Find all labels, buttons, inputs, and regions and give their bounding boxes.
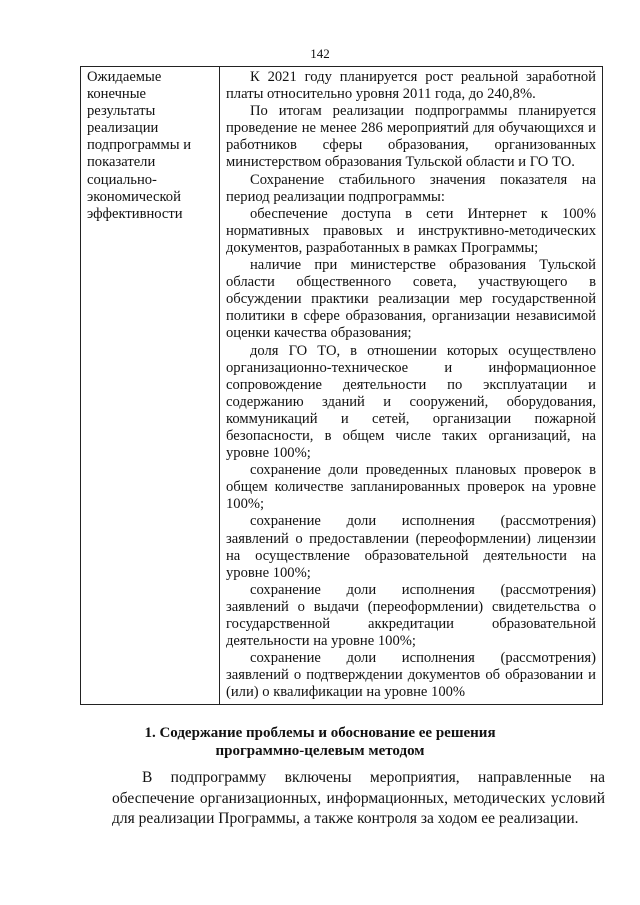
label-line: Ожидаемые	[87, 69, 162, 85]
paragraph-inspections: сохранение доли проведенных плановых проверок в общем количестве запланированных проверок на уровне 100%;	[226, 462, 596, 513]
paragraph-licenses: сохранение доли исполнения (рассмотрения) заявлений о предоставлении (переоформлении) лицензии на осуществление образовательной деятельности на уровне 100%;	[226, 513, 596, 581]
label-line: социально-	[87, 171, 157, 188]
paragraph-stable-indicator: Сохранение стабильного значения показателя на период реализации подпрограммы:	[226, 171, 596, 205]
paragraph-internet-access: обеспечение доступа в сети Интернет к 100% нормативных правовых и инструктивно-методических документов, разработанных в рамках Программы;	[226, 205, 596, 256]
paragraph-salary-growth: К 2021 году планируется рост реальной заработной платы относительно уровня 2011 года, до 240,8%.	[226, 69, 596, 103]
section-heading-line: 1. Содержание проблемы и обоснование ее решения	[144, 725, 496, 741]
results-table	[80, 66, 603, 705]
paragraph-go-to-share: доля ГО ТО, в отношении которых осуществлено организационно-техническое и информационное сопровождение деятельности по эксплуатации и содержанию зданий и сооружений, оборудования, коммуникаций и сетей, организации пожарной безопасности, в общем числе таких организаций, на уровне 100%;	[226, 342, 596, 462]
paragraph-events: По итогам реализации подпрограммы планируется проведение не менее 286 мероприятий для обучающихся и работников сферы образования, организованных министерством образования Тульской области и ГО ТО.	[226, 103, 596, 171]
section-heading-line: программно-целевым методом	[215, 743, 425, 759]
page-number: 142	[310, 46, 330, 61]
indicator-values-cell	[220, 67, 603, 705]
paragraph-public-council: наличие при министерстве образования Тульской области общественного совета, участвующего в обсуждении практики реализации мер государственной политики в сфере образования, организации независимой оценки качества образования;	[226, 257, 596, 342]
section-heading	[0, 724, 640, 760]
label-line: показатели	[87, 154, 156, 171]
paragraph-accreditation: сохранение доли исполнения (рассмотрения) заявлений о выдачи (переоформлении) свидетельства о государственной аккредитации образовательной деятельности на уровне 100%;	[226, 581, 596, 650]
label-line: экономической	[87, 188, 181, 205]
label-line: реализации	[87, 120, 159, 137]
label-line: конечные	[87, 86, 147, 103]
label-line: результаты	[87, 103, 156, 120]
table-row	[81, 67, 603, 705]
label-line: эффективности	[87, 205, 183, 222]
indicator-label-cell	[81, 67, 220, 705]
label-line: подпрограммы и	[87, 137, 192, 154]
section-body-text: В подпрограмму включены мероприятия, направленные на обеспечение организационных, информационных, методических условий для реализации Программы, а также контроля за ходом ее реализации.	[112, 769, 605, 827]
section-body	[112, 768, 605, 830]
paragraph-documents: сохранение доли исполнения (рассмотрения) заявлений о подтверждении документов об образовании и (или) о квалификации на уровне 100%	[226, 650, 596, 701]
